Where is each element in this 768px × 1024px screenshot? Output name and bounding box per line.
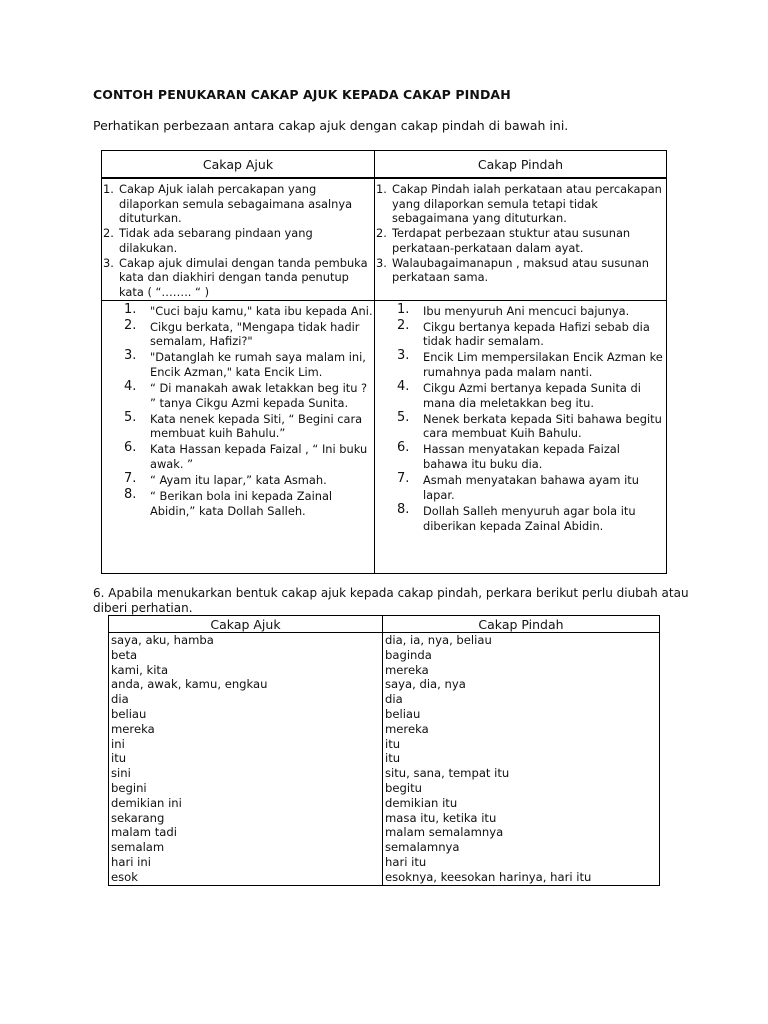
list-number: 1. [397, 301, 410, 317]
example-item [375, 301, 666, 319]
cakap-pindah-cell: semalamnya [383, 840, 660, 855]
list-text: Walaubagaimanapun , maksud atau susunan perkataan sama. [392, 255, 649, 285]
list-text: Cikgu Azmi bertanya kepada Sunita di mana dia meletakkan beg itu. [423, 381, 641, 410]
cakap-pindah-cell: hari itu [383, 855, 660, 870]
table-row [109, 633, 660, 648]
table-row [109, 825, 660, 840]
right-definitions-cell [375, 178, 667, 300]
left-examples-list [102, 301, 374, 519]
cakap-pindah-cell: beliau [383, 707, 660, 722]
cakap-pindah-cell: masa itu, ketika itu [383, 811, 660, 826]
list-number: 8. [124, 487, 137, 503]
right-examples-cell [375, 300, 667, 573]
list-number: 1. [124, 301, 137, 317]
list-text: Cikgu bertanya kepada Hafizi sebab dia tidak hadir semalam. [423, 319, 650, 349]
list-text: Encik Lim mempersilakan Encik Azman ke rumahnya pada malam nanti. [423, 350, 663, 380]
definition-item [375, 182, 666, 226]
intro-text: Perhatikan perbezaan antara cakap ajuk dengan cakap pindah di bawah ini. [93, 118, 569, 133]
cakap-ajuk-cell: beta [109, 648, 383, 663]
example-item [102, 350, 374, 379]
list-number: 1. [103, 182, 114, 196]
cakap-pindah-cell: baginda [383, 648, 660, 663]
cakap-ajuk-cell: ini [109, 737, 383, 752]
cakap-pindah-cell: itu [383, 751, 660, 766]
cakap-ajuk-cell: begini [109, 781, 383, 796]
list-text: "Datanglah ke rumah saya malam ini, Encik Azman," kata Encik Lim. [150, 350, 366, 380]
cakap-ajuk-cell: dia [109, 692, 383, 707]
table-row [109, 737, 660, 752]
header-cakap-pindah: Cakap Pindah [375, 151, 667, 179]
cakap-ajuk-cell: sekarang [109, 811, 383, 826]
list-number: 3. [103, 255, 114, 270]
list-text: “ Ayam itu lapar,” kata Asmah. [150, 473, 327, 488]
list-number: 2. [124, 317, 137, 333]
cakap-ajuk-cell: beliau [109, 707, 383, 722]
example-item [375, 350, 666, 379]
table-row [109, 811, 660, 826]
cakap-ajuk-cell: itu [109, 751, 383, 766]
cakap-ajuk-cell: demikian ini [109, 796, 383, 811]
list-text: Dollah Salleh menyuruh agar bola itu diberikan kepada Zainal Abidin. [423, 503, 636, 533]
list-number: 7. [124, 471, 137, 487]
list-number: 2. [376, 226, 387, 241]
table-row [109, 722, 660, 737]
example-item [102, 301, 374, 319]
example-item [375, 317, 666, 349]
pronoun-mapping-table [108, 615, 660, 886]
list-number: 2. [397, 317, 410, 333]
list-number: 4. [397, 379, 410, 395]
cakap-pindah-cell: dia, ia, nya, beliau [383, 633, 660, 648]
example-item [102, 489, 374, 518]
map-header-cakap-ajuk: Cakap Ajuk [109, 616, 383, 633]
cakap-pindah-cell: dia [383, 692, 660, 707]
comparison-table [101, 150, 667, 574]
table-row [109, 707, 660, 722]
list-number: 5. [397, 409, 410, 425]
right-examples-list [375, 301, 666, 534]
list-number: 5. [124, 409, 137, 425]
list-text: Terdapat perbezaan stuktur atau susunan perkataan-perkataan dalam ayat. [392, 226, 631, 255]
list-text: Kata nenek kepada Siti, “ Begini cara membuat kuih Bahulu.” [150, 411, 363, 441]
cakap-pindah-cell: esoknya, keesokan harinya, hari itu [383, 870, 660, 885]
left-examples-cell [102, 300, 375, 573]
cakap-pindah-cell: mereka [383, 663, 660, 678]
list-text: Cakap ajuk dimulai dengan tanda pembuka kata dan diakhiri dengan tanda penutup kata ( “…….. “ ) [119, 255, 368, 299]
list-number: 2. [103, 226, 114, 241]
table-row [109, 648, 660, 663]
cakap-ajuk-cell: saya, aku, hamba [109, 633, 383, 648]
example-item [375, 442, 666, 471]
definition-item [102, 182, 374, 226]
table-row [109, 781, 660, 796]
map-table-body [109, 633, 660, 886]
cakap-ajuk-cell: semalam [109, 840, 383, 855]
cakap-ajuk-cell: malam tadi [109, 825, 383, 840]
list-text: Asmah menyatakan bahawa ayam itu lapar. [423, 473, 639, 502]
list-text: Nenek berkata kepada Siti bahawa begitu cara membuat Kuih Bahulu. [423, 411, 662, 441]
list-text: Cakap Pindah ialah perkataan atau percakapan yang dilaporkan semula tetapi tidak sebagaimana yang dituturkan. [392, 182, 662, 226]
cakap-pindah-cell: itu [383, 737, 660, 752]
table-row [109, 692, 660, 707]
definition-item [102, 256, 374, 300]
table-row [109, 870, 660, 885]
table-row [109, 766, 660, 781]
example-item [102, 381, 374, 410]
list-number: 6. [397, 440, 410, 456]
list-text: “ Di manakah awak letakkan beg itu ? ” tanya Cikgu Azmi kepada Sunita. [150, 381, 368, 410]
list-text: “ Berikan bola ini kepada Zainal Abidin,” kata Dollah Salleh. [150, 489, 333, 518]
cakap-ajuk-cell: kami, kita [109, 663, 383, 678]
definition-item [375, 226, 666, 255]
cakap-pindah-cell: begitu [383, 781, 660, 796]
table-row [109, 751, 660, 766]
list-text: Tidak ada sebarang pindaan yang dilakukan. [119, 226, 313, 255]
cakap-ajuk-cell: sini [109, 766, 383, 781]
cakap-pindah-cell: mereka [383, 722, 660, 737]
list-number: 3. [376, 255, 387, 270]
list-text: Cikgu berkata, "Mengapa tidak hadir semalam, Hafizi?" [150, 319, 360, 349]
list-number: 6. [124, 440, 137, 456]
left-definitions-list [102, 182, 374, 300]
table-row [109, 677, 660, 692]
cakap-ajuk-cell: anda, awak, kamu, engkau [109, 677, 383, 692]
cakap-pindah-cell: demikian itu [383, 796, 660, 811]
example-item [375, 473, 666, 502]
definition-item [375, 256, 666, 285]
cakap-ajuk-cell: esok [109, 870, 383, 885]
table-row [109, 855, 660, 870]
map-header-cakap-pindah: Cakap Pindah [383, 616, 660, 633]
table-row [109, 663, 660, 678]
example-item [375, 409, 666, 441]
list-text: Cakap Ajuk ialah percakapan yang dilaporkan semula sebagaimana asalnya dituturkan. [119, 182, 353, 226]
table-row [109, 796, 660, 811]
list-text: Ibu menyuruh Ani mencuci bajunya. [423, 303, 630, 318]
list-text: Hassan menyatakan kepada Faizal bahawa itu buku dia. [423, 442, 620, 472]
example-item [375, 381, 666, 410]
example-item [102, 442, 374, 471]
example-item [102, 409, 374, 441]
list-text: Kata Hassan kepada Faizal , “ Ini buku awak. ” [150, 442, 368, 472]
cakap-ajuk-cell: mereka [109, 722, 383, 737]
example-item [375, 501, 666, 533]
list-number: 3. [397, 348, 410, 364]
list-number: 1. [376, 182, 387, 196]
list-number: 3. [124, 348, 137, 364]
list-number: 7. [397, 471, 410, 487]
right-definitions-list [375, 182, 666, 285]
header-cakap-ajuk: Cakap Ajuk [102, 151, 375, 179]
cakap-ajuk-cell: hari ini [109, 855, 383, 870]
example-item [102, 473, 374, 488]
cakap-pindah-cell: situ, sana, tempat itu [383, 766, 660, 781]
list-text: "Cuci baju kamu," kata ibu kepada Ani. [150, 303, 373, 318]
table-row [109, 840, 660, 855]
list-number: 8. [397, 501, 410, 517]
left-definitions-cell [102, 178, 375, 300]
cakap-pindah-cell: malam semalamnya [383, 825, 660, 840]
list-number: 4. [124, 379, 137, 395]
point-six-text: 6. Apabila menukarkan bentuk cakap ajuk kepada cakap pindah, perkara berikut perlu diubah atau diberi perhatian. [93, 586, 689, 615]
example-item [102, 317, 374, 349]
page-title: CONTOH PENUKARAN CAKAP AJUK KEPADA CAKAP PINDAH [93, 87, 511, 102]
cakap-pindah-cell: saya, dia, nya [383, 677, 660, 692]
definition-item [102, 226, 374, 255]
